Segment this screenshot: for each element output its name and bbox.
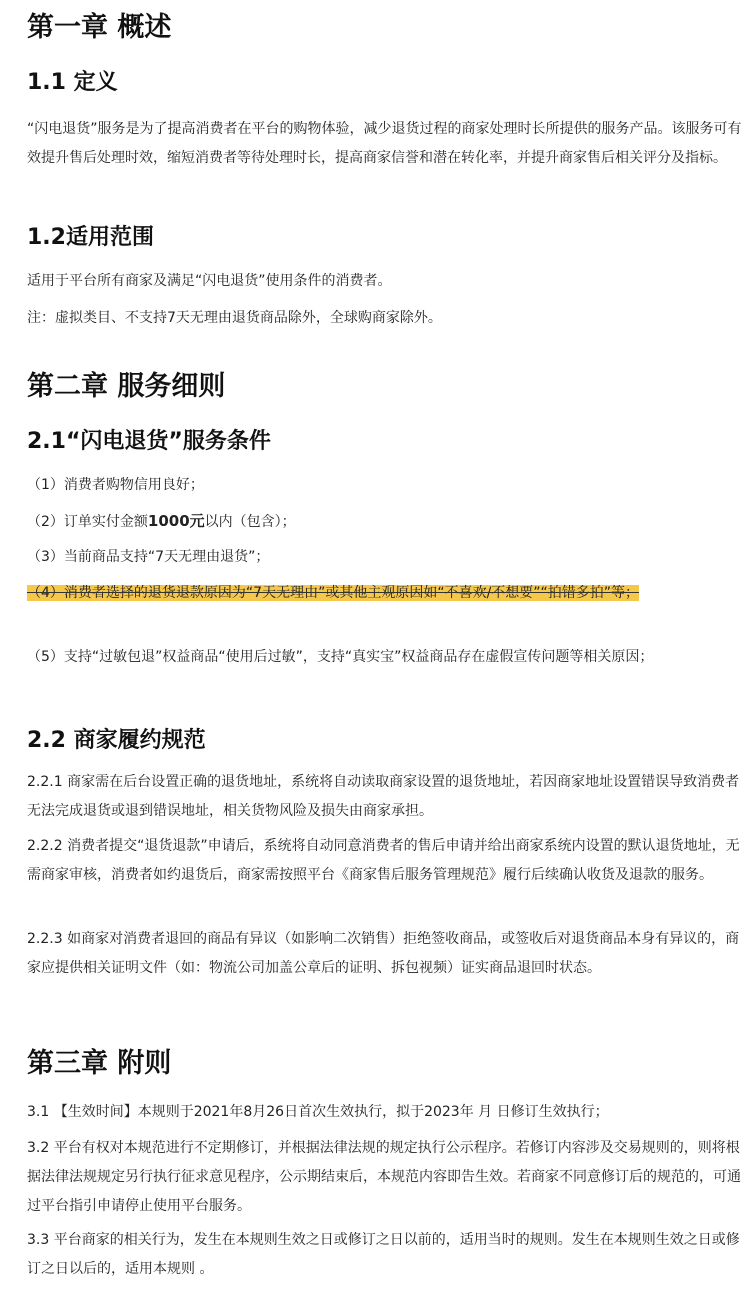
article-3-1-block xyxy=(27,1098,744,1127)
condition-5: （5）支持“过敏包退”权益商品“使用后过敏”，支持“真实宝”权益商品存在虚假宣传问题等相关原因； xyxy=(27,649,654,665)
condition-2-post: 以内（包含）； xyxy=(204,514,296,530)
article-3-3: 3.3 平台商家的相关行为，发生在本规则生效之日或修订之日以前的，适用当时的规则。发生在本规则生效之日或修订之日以后的，适用本规则 。 xyxy=(27,1232,740,1277)
condition-2 xyxy=(27,507,744,537)
definition-paragraph: “闪电退货”服务是为了提高消费者在平台的购物体验，减少退货过程的商家处理时长所提供的服务产品。该服务可有效提升售后处理时效，缩短消费者等待处理时长，提高商家信誉和潜在转化率，并提升商家售后相关评分及指标。 xyxy=(27,121,742,166)
condition-1: （1）消费者购物信用良好； xyxy=(27,477,204,493)
condition-3-block xyxy=(27,543,744,572)
condition-4-block xyxy=(27,579,744,608)
article-3-2-block xyxy=(27,1134,744,1221)
section-1-1-title: 1.1 定义 xyxy=(27,70,118,95)
chapter-1-heading-block xyxy=(27,11,744,45)
article-3-2: 3.2 平台有权对本规范进行不定期修订，并根据法律法规的规定执行公示程序。若修订内容涉及交易规则的，则将根据法律法规规定另行执行征求意见程序，公示期结束后，本规范内容即告生效。若商家不同意修订后的规范的，可通过平台指引申请停止使用平台服务。 xyxy=(27,1140,741,1214)
condition-2-block xyxy=(27,507,744,537)
article-3-1: 3.1 【生效时间】本规则于2021年8月26日首次生效执行，拟于2023年 月 日修订生效执行； xyxy=(27,1104,609,1120)
section-1-1-heading-block xyxy=(27,69,744,97)
condition-4-struck-highlight: （4）消费者选择的退货退款原因为“7天无理由”或其他主观原因如“不喜欢/不想要”“拍错多拍”等； xyxy=(27,585,640,601)
condition-2-amount: 1000元 xyxy=(147,512,205,530)
section-1-1-body xyxy=(27,115,744,173)
chapter-3-title: 第三章 附则 xyxy=(27,1048,172,1079)
scope-note: 注：虚拟类目、不支持7天无理由退货商品除外，全球购商家除外。 xyxy=(27,310,442,326)
rule-2-2-3: 2.2.3 如商家对消费者退回的商品有异议（如影响二次销售）拒绝签收商品，或签收后对退货商品本身有异议的，商家应提供相关证明文件（如：物流公司加盖公章后的证明、拆包视频）证实商品退回时状态。 xyxy=(27,931,740,976)
section-2-1-title: 2.1“闪电退货”服务条件 xyxy=(27,429,271,454)
chapter-3-heading-block xyxy=(27,1047,744,1081)
scope-paragraph: 适用于平台所有商家及满足“闪电退货”使用条件的消费者。 xyxy=(27,273,392,289)
chapter-2-title: 第二章 服务细则 xyxy=(27,371,226,402)
section-1-2-heading-block xyxy=(27,224,744,252)
article-3-3-block xyxy=(27,1226,744,1284)
chapter-1-title: 第一章 概述 xyxy=(27,12,172,43)
section-1-2-title: 1.2适用范围 xyxy=(27,225,154,250)
rule-2-2-1: 2.2.1 商家需在后台设置正确的退货地址，系统将自动读取商家设置的退货地址，若因商家地址设置错误导致消费者无法完成退货或退到错误地址，相关货物风险及损失由商家承担。 xyxy=(27,774,740,819)
section-1-2-body-1 xyxy=(27,267,744,296)
condition-1-block xyxy=(27,471,744,500)
rule-2-2-2: 2.2.2 消费者提交“退货退款”申请后，系统将自动同意消费者的售后申请并给出商家系统内设置的默认退货地址，无需商家审核，消费者如约退货后，商家需按照平台《商家售后服务管理规范》履行后续确认收货及退款的服务。 xyxy=(27,838,740,883)
section-2-2-title: 2.2 商家履约规范 xyxy=(27,728,206,753)
rule-2-2-3-block xyxy=(27,925,744,983)
section-2-2-heading-block xyxy=(27,727,744,755)
condition-3: （3）当前商品支持“7天无理由退货”； xyxy=(27,549,270,565)
condition-5-block xyxy=(27,643,744,672)
rule-2-2-2-block xyxy=(27,832,744,890)
section-2-1-heading-block xyxy=(27,428,744,456)
condition-4 xyxy=(27,579,744,608)
condition-2-pre: （2）订单实付金额 xyxy=(27,514,148,530)
section-1-2-body-2 xyxy=(27,304,744,333)
rule-2-2-1-block xyxy=(27,768,744,826)
chapter-2-heading-block xyxy=(27,370,744,404)
